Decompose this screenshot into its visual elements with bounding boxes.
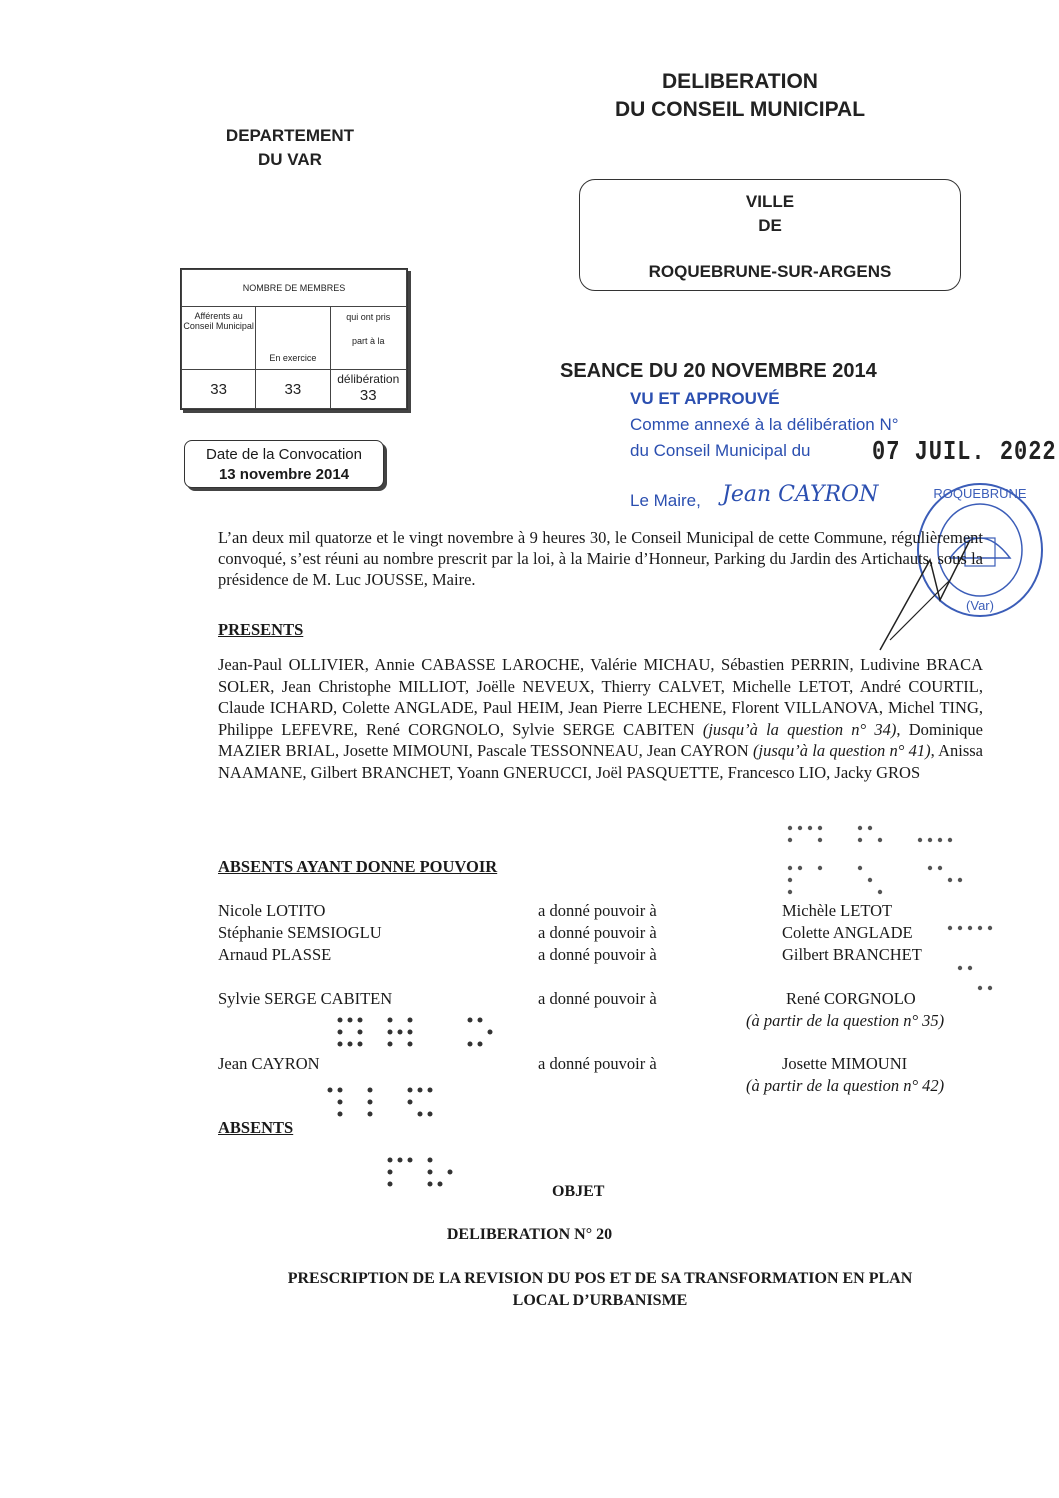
proxy-row-note: (à partir de la question n° 35) <box>746 1011 945 1030</box>
members-col2-label <box>256 307 330 370</box>
proxy-row-to: Josette MIMOUNI <box>782 1054 908 1073</box>
maire-label: Le Maire, <box>630 491 701 510</box>
proxy-row-from: Sylvie SERGE CABITEN <box>218 989 393 1008</box>
objet-label: OBJET <box>552 1183 605 1200</box>
seal-text-bottom: (Var) <box>966 598 994 613</box>
presents-part-3: , Anissa NAAMANE, Gilbert BRANCHET, Yoann GNERUCCI, Joël PASQUETTE, Francesco LIO, Jacky GROS <box>218 741 983 782</box>
ville-line-3: ROQUEBRUNE-SUR-ARGENS <box>648 262 892 281</box>
maire-signature: Jean CAYRON <box>722 482 879 507</box>
members-col3-cell <box>330 370 407 409</box>
absents-heading: ABSENTS <box>218 1118 294 1137</box>
approval-stamp-date: 07 JUIL. 2022 <box>872 437 1057 468</box>
members-col3-label-c: délibération <box>337 372 400 386</box>
approval-line-3: du Conseil Municipal du <box>630 441 811 460</box>
members-col3-value: 33 <box>359 386 377 404</box>
proxy-row-to: Michèle LETOT <box>782 901 893 920</box>
proxy-row-from: Arnaud PLASSE <box>218 945 332 964</box>
proxy-row-verb: a donné pouvoir à <box>538 901 657 920</box>
convocation-date: 13 novembre 2014 <box>218 466 350 483</box>
presents-note-2: (jusqu’à la question n° 41) <box>752 741 931 760</box>
convocation-box <box>184 440 384 488</box>
prescription-title <box>200 1268 1000 1312</box>
seance-title: SEANCE DU 20 NOVEMBRE 2014 <box>560 360 877 382</box>
proxy-row-to: René CORGNOLO <box>786 989 916 1008</box>
proxy-row-verb: a donné pouvoir à <box>538 989 657 1008</box>
prescription-line-2: LOCAL D’URBANISME <box>512 1292 688 1309</box>
proxy-row-to: Colette ANGLADE <box>782 923 913 942</box>
perforation-stamp-2 <box>780 818 1010 998</box>
dept-line-2: DU VAR <box>258 150 322 169</box>
ville-line-1: VILLE <box>745 192 795 211</box>
title-line-2: DU CONSEIL MUNICIPAL <box>614 98 866 121</box>
members-table <box>180 268 408 410</box>
proxy-row-from: Nicole LOTITO <box>218 901 326 920</box>
members-col3-label-a: qui ont pris <box>346 312 391 322</box>
document-title <box>560 68 920 124</box>
members-table-title: NOMBRE DE MEMBRES <box>182 270 407 307</box>
proxy-row-from: Stéphanie SEMSIOGLU <box>218 923 382 942</box>
proxy-row-verb: a donné pouvoir à <box>538 1054 657 1073</box>
members-col2-value: 33 <box>256 370 330 409</box>
convocation-label: Date de la Convocation <box>206 446 362 463</box>
intro-paragraph: L’an deux mil quatorze et le vingt novembre à 9 heures 30, le Conseil Municipal de cette Commune, régulièrement convoqué, s’est réuni au nombre prescrit par la loi, à la Mairie d’Honneur, Parking du Jardin des Artichauts, sous la présidence de M. Luc JOUSSE, Maire. <box>218 528 983 589</box>
presents-list <box>218 654 983 783</box>
proxy-row-note: (à partir de la question n° 42) <box>746 1076 945 1095</box>
deliberation-number: DELIBERATION N° 20 <box>446 1226 613 1243</box>
proxies-heading: ABSENTS AYANT DONNE POUVOIR <box>218 857 498 876</box>
seal-text-top: ROQUEBRUNE <box>933 486 1027 501</box>
dept-line-1: DEPARTEMENT <box>225 126 355 145</box>
presents-heading: PRESENTS <box>218 620 304 639</box>
proxy-row-verb: a donné pouvoir à <box>538 945 657 964</box>
members-col1-value: 33 <box>182 370 256 409</box>
presents-part-1: Jean-Paul OLLIVIER, Annie CABASSE LAROCHE, Valérie MICHAU, Sébastien PERRIN, Ludivine BRACA SOLER, Jean Christophe MILLIOT, Joëlle NEVEUX, Thierry CALVET, Michelle LETOT, André COURTIL, Claude ICHARD, Colette ANGLADE, Paul HEIM, Jean Pierre LECHENE, Florent VILLANOVA, Michel TING, Philippe LEFEVRE, René CORGNOLO, Sylvie SERGE CABITEN <box>218 655 983 739</box>
approval-line-1: VU ET APPROUVÉ <box>630 389 780 408</box>
members-col2-label-text: En exercice <box>269 353 317 363</box>
approval-block <box>630 386 899 464</box>
members-col3-label-b: part à la <box>351 336 385 346</box>
perforation-stamp <box>320 1010 520 1190</box>
members-col3-label <box>330 307 407 370</box>
prescription-line-1: PRESCRIPTION DE LA REVISION DU POS ET DE SA TRANSFORMATION EN PLAN <box>287 1270 913 1287</box>
members-col1-label-text: Afférents au Conseil Municipal <box>183 311 254 331</box>
presents-note-1: (jusqu’à la question n° 34) <box>702 719 897 739</box>
proxy-row-to: Gilbert BRANCHET <box>782 945 922 964</box>
proxy-row-from: Jean CAYRON <box>218 1054 320 1073</box>
department-label <box>200 124 380 172</box>
approval-line-2: Comme annexé à la délibération N° <box>630 415 899 434</box>
title-line-1: DELIBERATION <box>662 70 818 93</box>
ville-box <box>579 179 961 291</box>
proxy-row-verb: a donné pouvoir à <box>538 923 657 942</box>
members-col1-label <box>182 307 256 370</box>
presents-part-2: , Dominique MAZIER BRIAL, Josette MIMOUNI, Pascale TESSONNEAU, Jean CAYRON <box>218 719 983 760</box>
ville-line-2: DE <box>758 216 782 235</box>
